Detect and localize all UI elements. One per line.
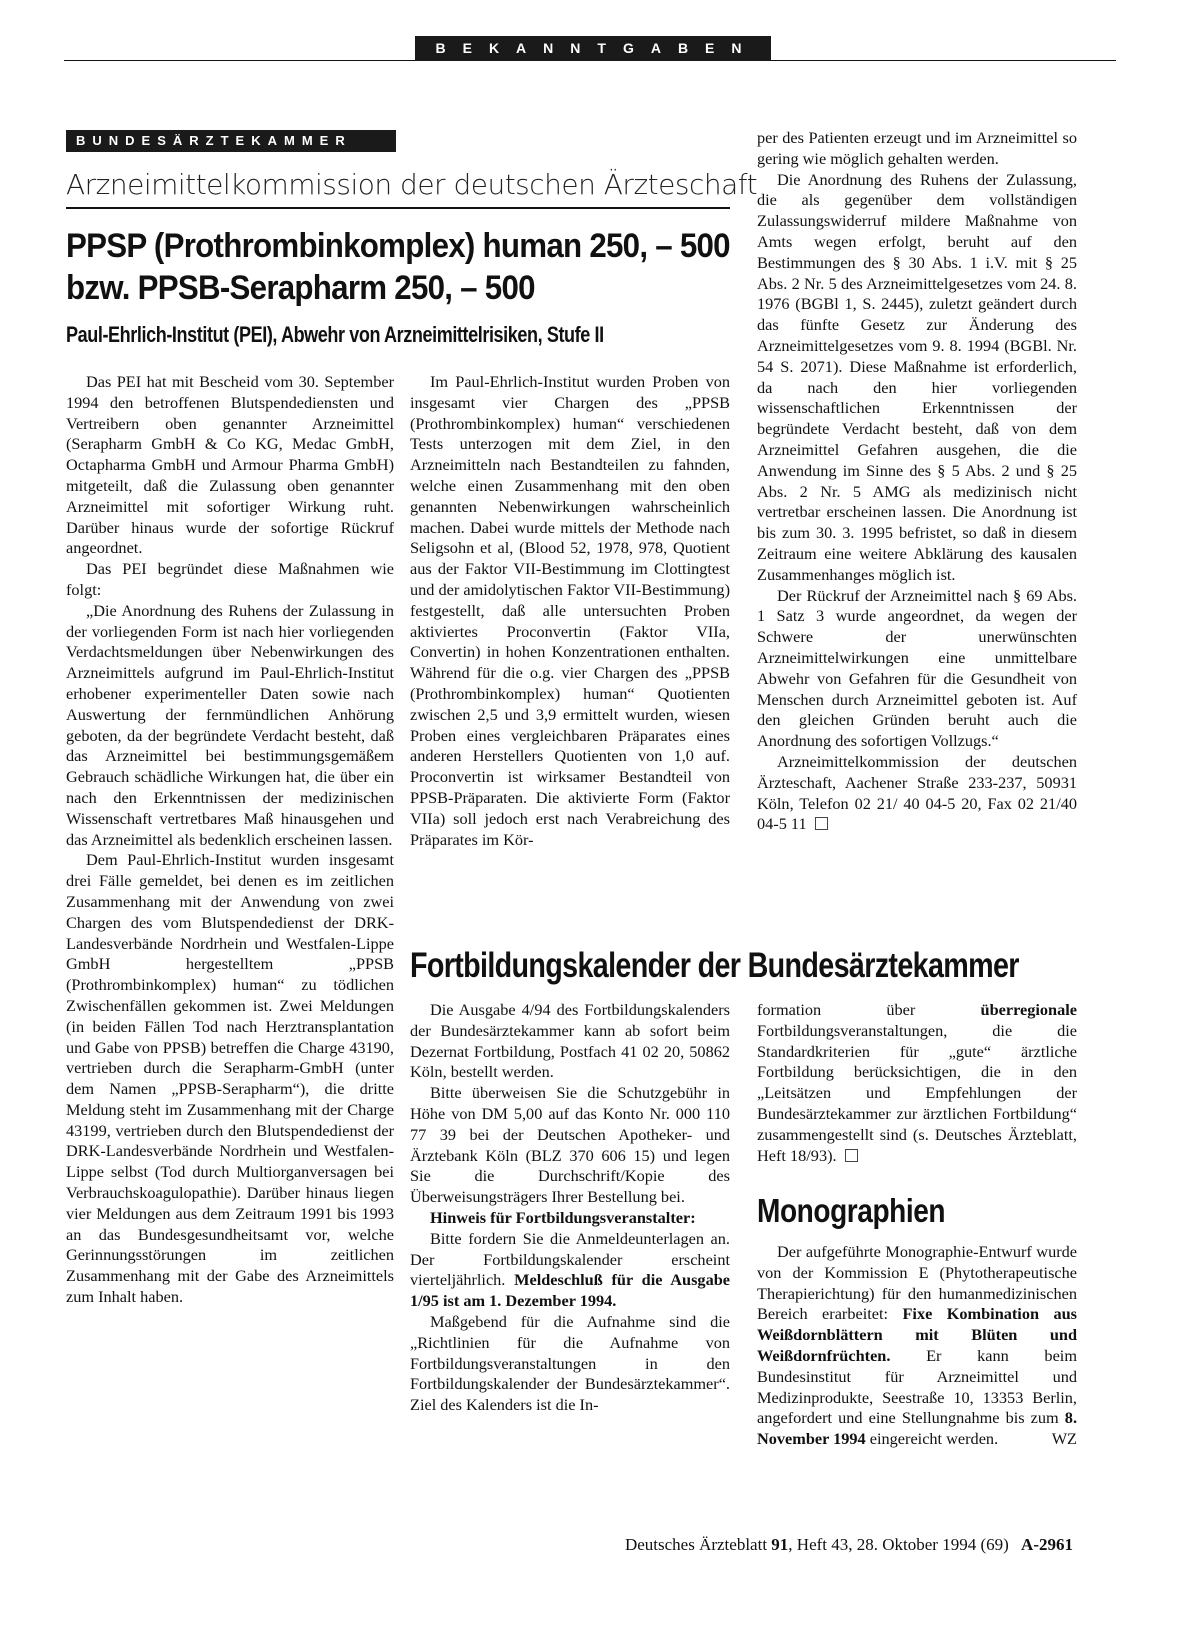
paragraph-text: Der aufgeführte Monographie-Entwurf wurde von der Kommission E (Phytotherapeutische Therapierichtung) für den humanmedizinischen Bereich erarbeitet: [757, 1242, 1077, 1324]
section-header-bekanntgaben: BEKANNTGABEN [415, 36, 771, 61]
issue-date: , Heft 43, 28. Oktober 1994 (69) [788, 1535, 1009, 1554]
paragraph: Der Rückruf der Arzneimittel nach § 69 Abs. 1 Satz 3 wurde angeordnet, da wegen der Schwere der unerwünschten Arzneimittelwirkungen eine unmittelbare Abwehr von Gefahren für die Gesundheit von Menschen durch Arzneimittel geboten ist. Auf den gleichen Gründen beruht auch die Anordnung des sofortigen Vollzugs.“ [757, 585, 1077, 751]
article-title-line1: PPSP (Prothrombinkomplex) human 250, – 500 [66, 227, 730, 265]
article-kicker: Arzneimittelkommission der deutschen Ärzteschaft [66, 168, 758, 201]
article1-column-1 [66, 372, 394, 1308]
paragraph: Das PEI hat mit Bescheid vom 30. September 1994 den betroffenen Blutspendediensten und Vertreibern oben genannter Arzneimittel (Serapharm GmbH & Co KG, Medac GmbH, Octapharma GmbH und Armour Pharma GmbH) mitgeteilt, daß die Zulassung oben genannter Arzneimittel mit sofortiger Wirkung ruht. Darüber hinaus wurde der sofortige Rückruf angeordnet. [66, 372, 394, 558]
org-label-bar: BUNDESÄRZTEKAMMER [66, 130, 396, 152]
article1-column-2 [410, 372, 730, 850]
contact-text: Arzneimittelkommission der deutschen Ärzteschaft, Aachener Straße 233-237, 50931 Köln, Telefon 02 21/ 40 04-5 20, Fax 02 21/40 04-5 11 [757, 751, 1077, 834]
paragraph: Das PEI begründet diese Maßnahmen wie folgt: [66, 559, 394, 599]
page-number: A-2961 [1021, 1535, 1073, 1554]
article-title [66, 225, 728, 309]
deadline-text: Meldeschluß für die Ausgabe 1/95 ist am 1. Dezember 1994. [410, 1270, 730, 1311]
journal-volume: 91 [771, 1535, 789, 1554]
page-footer [625, 1535, 1073, 1555]
article2-column-1 [410, 1000, 730, 1416]
paragraph: „Die Anordnung des Ruhens der Zulassung in der vorliegenden Form ist nach hier vorliegenden Verdachtsmeldungen über Nebenwirkungen des Arzneimittels aufgrund im Paul-Ehrlich-Institut erhobener experimenteller Daten sowie nach Auswertung der fernmündlichen Anhörung geboten, da der begründete Verdacht besteht, daß das Arzneimittel bei bestimmungsgemäßem Gebrauch schädliche Wirkungen hat, die über ein nach den Erkenntnissen der medizinischen Wissenschaft vertretbares Maß hinausgehen und das Arzneimittel als bedenklich erscheinen lassen. [66, 600, 394, 849]
paragraph: Im Paul-Ehrlich-Institut wurden Proben von insgesamt vier Chargen des „PPSB (Prothrombinkomplex) human“ verschiedenen Tests unterzogen mit dem Ziel, in den Arzneimitteln nach Bestandteilen zu fahnden, welche einen Zusammenhang mit den oben genannten Nebenwirkungen wahrscheinlich machen. Dabei wurde mittels der Methode nach Seligsohn et al, (Blood 52, 1978, 978, Quotient aus der Faktor VII-Bestimmung im Clottingtest und der amidolytischen Faktor VII-Bestimmung) festgestellt, daß alle untersuchten Proben aktiviertes Proconvertin (Faktor VIIa, Convertin) in hohen Konzentrationen enthalten. Während für die o.g. vier Chargen des „PPSB (Prothrombinkomplex) human“ Quotienten zwischen 2,5 und 3,9 ermittelt wurden, wiesen Proben eines vergleichbaren Präparates eines anderen Herstellers Quotienten von 1,0 auf. Proconvertin ist wirksamer Bestandteil von PPSB-Präparaten. Die aktivierte Form (Faktor VIIa) soll jedoch erst nach Verabreichung des Präparates im Kör- [410, 372, 730, 849]
paragraph [410, 1208, 730, 1229]
article-title-line2: bzw. PPSB-Serapharm 250, – 500 [66, 269, 535, 307]
article2-column-2 [757, 1000, 1077, 1166]
contact-paragraph [757, 752, 1077, 835]
emphasis-text: überregionale [980, 1000, 1077, 1019]
hint-heading: Hinweis für Fortbildungsveranstalter: [430, 1207, 696, 1227]
paragraph [757, 1000, 1077, 1166]
paragraph-text: Er kann beim Bundesinstitut für Arzneimittel und Medizinprodukte, Seestraße 10, 13353 Berlin, angefordert und eine Stellungnahme bis zum [757, 1345, 1077, 1428]
deadline-date: 8. November 1994 [757, 1408, 1078, 1449]
journal-name: Deutsches Ärzteblatt [624, 1535, 768, 1554]
paragraph: per des Patienten erzeugt und im Arzneimittel so gering wie möglich gehalten werden. [757, 128, 1077, 168]
monograph-title: Fixe Kombination aus Weißdornblättern mit Blüten und Weißdornfrüchten. [757, 1304, 1077, 1365]
end-mark-icon [815, 817, 828, 830]
paragraph: Bitte überweisen Sie die Schutzgebühr in Höhe von DM 5,00 auf das Konto Nr. 000 110 77 39 bei der Deutschen Apotheker- und Ärztebank Köln (BLZ 370 606 15) und legen Sie die Durchschrift/Kopie des Überweisungsträgers Ihrer Bestellung bei. [410, 1083, 730, 1207]
paragraph: Maßgebend für die Aufnahme sind die „Richtlinien für die Aufnahme von Fortbildungsveranstaltungen in den Fortbildungskalender der Bundesärztekammer“. Ziel des Kalenders ist die In- [410, 1311, 730, 1415]
end-mark-icon [845, 1149, 858, 1162]
fortbildung-title: Fortbildungskalender der Bundesärztekammer [410, 946, 1019, 985]
author-initials: WZ [1051, 1429, 1077, 1449]
kicker-rule [66, 207, 730, 209]
article1-column-3 [757, 128, 1077, 835]
article-subtitle: Paul-Ehrlich-Institut (PEI), Abwehr von Arzneimittelrisiken, Stufe II [66, 322, 604, 347]
article3-column [757, 1242, 1077, 1450]
paragraph-text: eingereicht werden. [869, 1429, 999, 1449]
paragraph: Die Ausgabe 4/94 des Fortbildungskalenders der Bundesärztekammer kann ab sofort beim Dezernat Fortbildung, Postfach 41 02 20, 50862 Köln, bestellt werden. [410, 1000, 730, 1082]
paragraph-text: formation über [757, 1000, 916, 1019]
paragraph [410, 1229, 730, 1312]
paragraph-text: Bitte fordern Sie die Anmeldeunterlagen an. Der Fortbildungskalender erscheint vierteljährlich. [410, 1228, 730, 1290]
paragraph-text: Fortbildungsveranstaltungen, die die Standardkriterien für „gute“ ärztliche Fortbildung berücksichtigen, die in den „Leitsätzen und Empfehlungen der Bundesärztekammer zur ärztlichen Fortbildung“ zusammengestellt sind (s. Deutsches Ärzteblatt, Heft 18/93). [757, 1020, 1077, 1165]
paragraph: Die Anordnung des Ruhens der Zulassung, die als gegenüber dem vollständigen Zulassungswiderruf mildere Maßnahme von Amts wegen erfolgt, beruht auf den Bestimmungen des § 30 Abs. 1 i.V. mit § 25 Abs. 2 Nr. 5 des Arzneimittelgesetzes vom 24. 8. 1976 (BGBl 1, S. 2445), zuletzt geändert durch das fünfte Gesetz zur Änderung des Arzneimittelgesetzes vom 9. 8. 1994 (BGBl. Nr. 54 S. 2071). Diese Maßnahme ist erforderlich, da nach den hier vorliegenden wissenschaftlichen Erkenntnissen der begründete Verdacht besteht, daß von dem Arzneimittel Gefahren ausgehen, die die Anwendung im Sinne des § 5 Abs. 2 und § 25 Abs. 2 Nr. 5 AMG als medizinisch nicht vertretbar erscheinen lassen. Die Anordnung ist bis zum 30. 3. 1995 befristet, so daß in diesem Zeitraum eine weitere Abklärung des kausalen Zusammenhanges möglich ist. [757, 169, 1077, 584]
monographien-title: Monographien [757, 1192, 946, 1229]
paragraph: Dem Paul-Ehrlich-Institut wurden insgesamt drei Fälle gemeldet, bei denen es im zeitlichen Zusammenhang mit der Anwendung von zwei Chargen des vom Blutspendedienst der DRK-Landesverbände Nordrhein und Westfalen-Lippe GmbH hergestelltem „PPSB (Prothrombinkomplex) human“ zu tödlichen Zwischenfällen gekommen ist. Zwei Meldungen (in beiden Fällen Tod nach Herztransplantation und Gabe von PPSB) betreffen die Charge 43190, vertrieben durch die Serapharm-GmbH (unter dem Namen „PPSB-Serapharm“), die dritte Meldung steht im Zusammenhang mit der Charge 43199, vertrieben durch den Blutspendedienst der DRK-Landesverbände Nordrhein und Westfalen-Lippe selbst (Tod durch Multiorganversagen bei Verbrauchskoagulopathie). Darüber hinaus liegen vier Meldungen aus dem Zeitraum 1991 bis 1993 an das Bundesgesundheitsamt vor, welche Gerinnungsstörungen im zeitlichen Zusammenhang mit der Gabe des Arzneimittels zum Inhalt haben. [66, 850, 394, 1307]
paragraph [757, 1242, 1077, 1450]
